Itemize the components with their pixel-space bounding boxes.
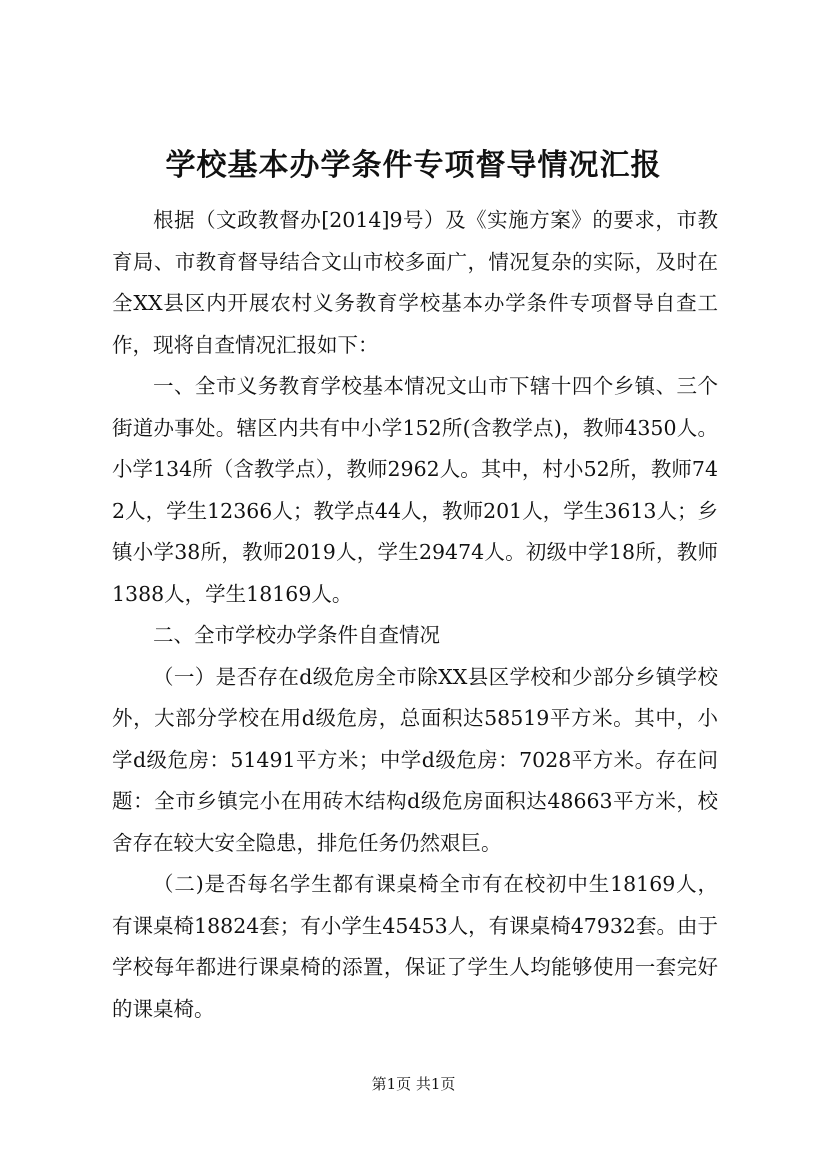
section-heading-conditions: 二、全市学校办学条件自查情况 xyxy=(153,623,440,647)
paragraph-intro: 根据（文政教督办[2014]9号）及《实施方案》的要求，市教育局、市教育督导结合文山市校多面广，情况复杂的实际，及时在全XX县区内开展农村义务教育学校基本办学条件专项督导自查工作，现将自查情况汇报如下： xyxy=(112,208,718,357)
paragraph-basic-info: 一、全市义务教育学校基本情况文山市下辖十四个乡镇、三个街道办事处。辖区内共有中小学152所(含教学点)，教师4350人。小学134所（含教学点），教师2962人。其中，村小52所，教师742人，学生12366人；教学点44人，教师201人，学生3613人；乡镇小学38所，教师2019人，学生29474人。初级中学18所，教师1388人，学生18169人。 xyxy=(112,374,718,606)
paragraph-dangerous-buildings: （一）是否存在d级危房全市除XX县区学校和少部分乡镇学校外，大部分学校在用d级危房，总面积达58519平方米。其中，小学d级危房：51491平方米；中学d级危房：7028平方米。存在问题：全市乡镇完小在用砖木结构d级危房面积达48663平方米，校舍存在较大安全隐患，排危任务仍然艰巨。 xyxy=(112,664,718,855)
page-footer: 第1页 共1页 xyxy=(371,1075,456,1093)
page-title: 学校基本办学条件专项督导情况汇报 xyxy=(165,148,662,183)
paragraph-desks-chairs: （二)是否每名学生都有课桌椅全市有在校初中生18169人，有课桌椅18824套；有小学生45453人，有课桌椅47932套。由于学校每年都进行课桌椅的添置，保证了学生人均能够使用一套完好的课桌椅。 xyxy=(112,872,718,1021)
document-body xyxy=(112,200,718,1030)
